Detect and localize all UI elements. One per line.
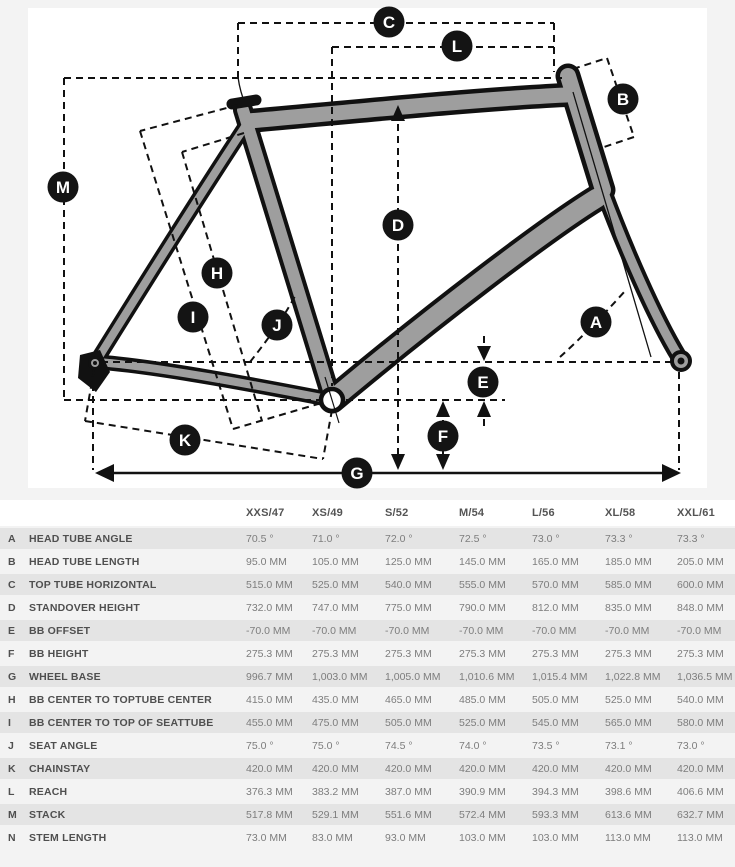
row-key: J xyxy=(8,739,14,752)
row-key: L xyxy=(8,785,15,798)
cell-value: 275.3 MM xyxy=(532,647,579,660)
row-key: N xyxy=(8,831,16,844)
cell-value: 465.0 MM xyxy=(385,693,432,706)
row-label: BB CENTER TO TOP OF SEATTUBE xyxy=(29,716,214,729)
diagram-marker-c xyxy=(374,7,405,38)
cell-value: 475.0 MM xyxy=(312,716,359,729)
cell-value: 585.0 MM xyxy=(605,578,652,591)
table-row-i xyxy=(0,712,735,733)
cell-value: 103.0 MM xyxy=(459,831,506,844)
cell-value: 390.9 MM xyxy=(459,785,506,798)
cell-value: 73.3 ° xyxy=(677,532,705,545)
row-label: TOP TUBE HORIZONTAL xyxy=(29,578,157,591)
cell-value: 145.0 MM xyxy=(459,555,506,568)
cell-value: 103.0 MM xyxy=(532,831,579,844)
cell-value: 165.0 MM xyxy=(532,555,579,568)
row-label: REACH xyxy=(29,785,68,798)
cell-value: 593.3 MM xyxy=(532,808,579,821)
cell-value: 275.3 MM xyxy=(312,647,359,660)
cell-value: 732.0 MM xyxy=(246,601,293,614)
cell-value: 185.0 MM xyxy=(605,555,652,568)
diagram-marker-f xyxy=(428,421,459,452)
cell-value: 572.4 MM xyxy=(459,808,506,821)
table-row-m xyxy=(0,804,735,825)
cell-value: 420.0 MM xyxy=(677,762,724,775)
marker-letter: L xyxy=(451,37,463,56)
cell-value: 75.0 ° xyxy=(312,739,340,752)
cell-value: 406.6 MM xyxy=(677,785,724,798)
cell-value: 545.0 MM xyxy=(532,716,579,729)
table-row-g xyxy=(0,666,735,687)
cell-value: 529.1 MM xyxy=(312,808,359,821)
cell-value: 1,005.0 MM xyxy=(385,670,441,683)
table-row-f xyxy=(0,643,735,664)
cell-value: 505.0 MM xyxy=(385,716,432,729)
table-row-h xyxy=(0,689,735,710)
cell-value: 275.3 MM xyxy=(246,647,293,660)
diagram-marker-h xyxy=(202,258,233,289)
marker-letter: E xyxy=(477,373,489,392)
cell-value: 93.0 MM xyxy=(385,831,426,844)
marker-letter: H xyxy=(210,264,224,283)
cell-value: 73.0 MM xyxy=(246,831,287,844)
cell-value: 848.0 MM xyxy=(677,601,724,614)
cell-value: -70.0 MM xyxy=(312,624,357,637)
cell-value: 1,010.6 MM xyxy=(459,670,515,683)
cell-value: 565.0 MM xyxy=(605,716,652,729)
cell-value: 415.0 MM xyxy=(246,693,293,706)
cell-value: 113.0 MM xyxy=(605,831,651,844)
row-key: H xyxy=(8,693,16,706)
diagram-marker-d xyxy=(383,210,414,241)
table-row-b xyxy=(0,551,735,572)
marker-letter: J xyxy=(272,316,282,335)
cell-value: -70.0 MM xyxy=(385,624,430,637)
cell-value: 517.8 MM xyxy=(246,808,293,821)
cell-value: 790.0 MM xyxy=(459,601,506,614)
row-key: A xyxy=(8,532,16,545)
cell-value: 505.0 MM xyxy=(532,693,579,706)
cell-value: 420.0 MM xyxy=(605,762,652,775)
cell-value: 420.0 MM xyxy=(459,762,506,775)
cell-value: 383.2 MM xyxy=(312,785,359,798)
marker-letter: I xyxy=(190,308,196,327)
row-label: STEM LENGTH xyxy=(29,831,107,844)
cell-value: 420.0 MM xyxy=(312,762,359,775)
cell-value: 83.0 MM xyxy=(312,831,353,844)
marker-letter: G xyxy=(350,464,364,483)
cell-value: 555.0 MM xyxy=(459,578,506,591)
row-label: BB HEIGHT xyxy=(29,647,89,660)
diagram-marker-b xyxy=(608,84,639,115)
cell-value: 72.5 ° xyxy=(459,532,487,545)
marker-letter: M xyxy=(55,178,71,197)
marker-letter: C xyxy=(382,13,396,32)
cell-value: -70.0 MM xyxy=(459,624,504,637)
cell-value: 525.0 MM xyxy=(605,693,652,706)
row-label: STACK xyxy=(29,808,66,821)
marker-letter: F xyxy=(437,427,449,446)
cell-value: 747.0 MM xyxy=(312,601,359,614)
cell-value: 74.0 ° xyxy=(459,739,487,752)
cell-value: 580.0 MM xyxy=(677,716,724,729)
row-label: WHEEL BASE xyxy=(29,670,101,683)
cell-value: 71.0 ° xyxy=(312,532,340,545)
cell-value: 73.1 ° xyxy=(605,739,633,752)
size-column-header: XL/58 xyxy=(605,507,636,519)
cell-value: 540.0 MM xyxy=(385,578,432,591)
row-label: BB CENTER TO TOPTUBE CENTER xyxy=(29,693,212,706)
size-column-header: XXS/47 xyxy=(246,507,285,519)
size-column-header: XXL/61 xyxy=(677,507,715,519)
row-label: HEAD TUBE ANGLE xyxy=(29,532,133,545)
row-key: D xyxy=(8,601,16,614)
cell-value: -70.0 MM xyxy=(677,624,722,637)
cell-value: 72.0 ° xyxy=(385,532,413,545)
cell-value: 205.0 MM xyxy=(677,555,724,568)
cell-value: 73.5 ° xyxy=(532,739,560,752)
cell-value: 455.0 MM xyxy=(246,716,293,729)
row-key: I xyxy=(8,716,11,729)
cell-value: 1,015.4 MM xyxy=(532,670,588,683)
cell-value: 485.0 MM xyxy=(459,693,506,706)
diagram-marker-l xyxy=(442,31,473,62)
row-label: HEAD TUBE LENGTH xyxy=(29,555,140,568)
diagram-marker-a xyxy=(581,307,612,338)
cell-value: 275.3 MM xyxy=(677,647,724,660)
cell-value: 73.3 ° xyxy=(605,532,633,545)
cell-value: 420.0 MM xyxy=(385,762,432,775)
size-column-header: L/56 xyxy=(532,507,555,519)
cell-value: 73.0 ° xyxy=(677,739,705,752)
table-row-l xyxy=(0,781,735,802)
cell-value: 632.7 MM xyxy=(677,808,724,821)
row-label: SEAT ANGLE xyxy=(29,739,98,752)
cell-value: 75.0 ° xyxy=(246,739,274,752)
cell-value: 275.3 MM xyxy=(385,647,432,660)
cell-value: 1,003.0 MM xyxy=(312,670,368,683)
cell-value: 435.0 MM xyxy=(312,693,359,706)
cell-value: 613.6 MM xyxy=(605,808,652,821)
cell-value: 525.0 MM xyxy=(312,578,359,591)
cell-value: -70.0 MM xyxy=(532,624,577,637)
row-label: CHAINSTAY xyxy=(29,762,91,775)
cell-value: 275.3 MM xyxy=(605,647,652,660)
table-row-a xyxy=(0,528,735,549)
row-key: E xyxy=(8,624,16,637)
diagram-marker-k xyxy=(170,425,201,456)
row-key: G xyxy=(8,670,17,683)
size-column-header: M/54 xyxy=(459,507,485,519)
cell-value: 812.0 MM xyxy=(532,601,579,614)
cell-value: 125.0 MM xyxy=(385,555,432,568)
row-key: F xyxy=(8,647,15,660)
diagram-marker-i xyxy=(178,302,209,333)
cell-value: 105.0 MM xyxy=(312,555,359,568)
cell-value: 275.3 MM xyxy=(459,647,506,660)
cell-value: 515.0 MM xyxy=(246,578,293,591)
cell-value: 1,022.8 MM xyxy=(605,670,661,683)
diagram-marker-e xyxy=(468,367,499,398)
table-row-n xyxy=(0,827,735,848)
cell-value: 525.0 MM xyxy=(459,716,506,729)
table-row-j xyxy=(0,735,735,756)
cell-value: 551.6 MM xyxy=(385,808,432,821)
cell-value: 540.0 MM xyxy=(677,693,724,706)
cell-value: -70.0 MM xyxy=(246,624,291,637)
diagram-marker-g xyxy=(342,458,373,489)
cell-value: 74.5 ° xyxy=(385,739,413,752)
cell-value: 570.0 MM xyxy=(532,578,579,591)
row-key: M xyxy=(8,808,17,821)
diagram-marker-m xyxy=(48,172,79,203)
geometry-table xyxy=(0,500,735,850)
size-column-header: S/52 xyxy=(385,507,409,519)
table-header-row xyxy=(0,500,735,526)
cell-value: 1,036.5 MM xyxy=(677,670,733,683)
cell-value: 394.3 MM xyxy=(532,785,579,798)
cell-value: 70.5 ° xyxy=(246,532,274,545)
cell-value: 387.0 MM xyxy=(385,785,432,798)
cell-value: 420.0 MM xyxy=(532,762,579,775)
cell-value: 73.0 ° xyxy=(532,532,560,545)
cell-value: 113.0 MM xyxy=(677,831,723,844)
marker-letter: A xyxy=(589,313,603,332)
measurement-lines xyxy=(64,23,679,470)
row-key: K xyxy=(8,762,16,775)
row-key: B xyxy=(8,555,16,568)
cell-value: 95.0 MM xyxy=(246,555,287,568)
marker-letter: D xyxy=(391,216,405,235)
row-label: STANDOVER HEIGHT xyxy=(29,601,140,614)
cell-value: -70.0 MM xyxy=(605,624,650,637)
table-row-k xyxy=(0,758,735,779)
cell-value: 420.0 MM xyxy=(246,762,293,775)
table-row-e xyxy=(0,620,735,641)
cell-value: 376.3 MM xyxy=(246,785,293,798)
cell-value: 600.0 MM xyxy=(677,578,724,591)
row-key: C xyxy=(8,578,16,591)
marker-letter: K xyxy=(178,431,192,450)
cell-value: 996.7 MM xyxy=(246,670,293,683)
cell-value: 398.6 MM xyxy=(605,785,652,798)
table-row-c xyxy=(0,574,735,595)
row-label: BB OFFSET xyxy=(29,624,91,637)
cell-value: 775.0 MM xyxy=(385,601,432,614)
size-column-header: XS/49 xyxy=(312,507,343,519)
cell-value: 835.0 MM xyxy=(605,601,652,614)
marker-letter: B xyxy=(616,90,630,109)
diagram-marker-j xyxy=(262,310,293,341)
table-row-d xyxy=(0,597,735,618)
